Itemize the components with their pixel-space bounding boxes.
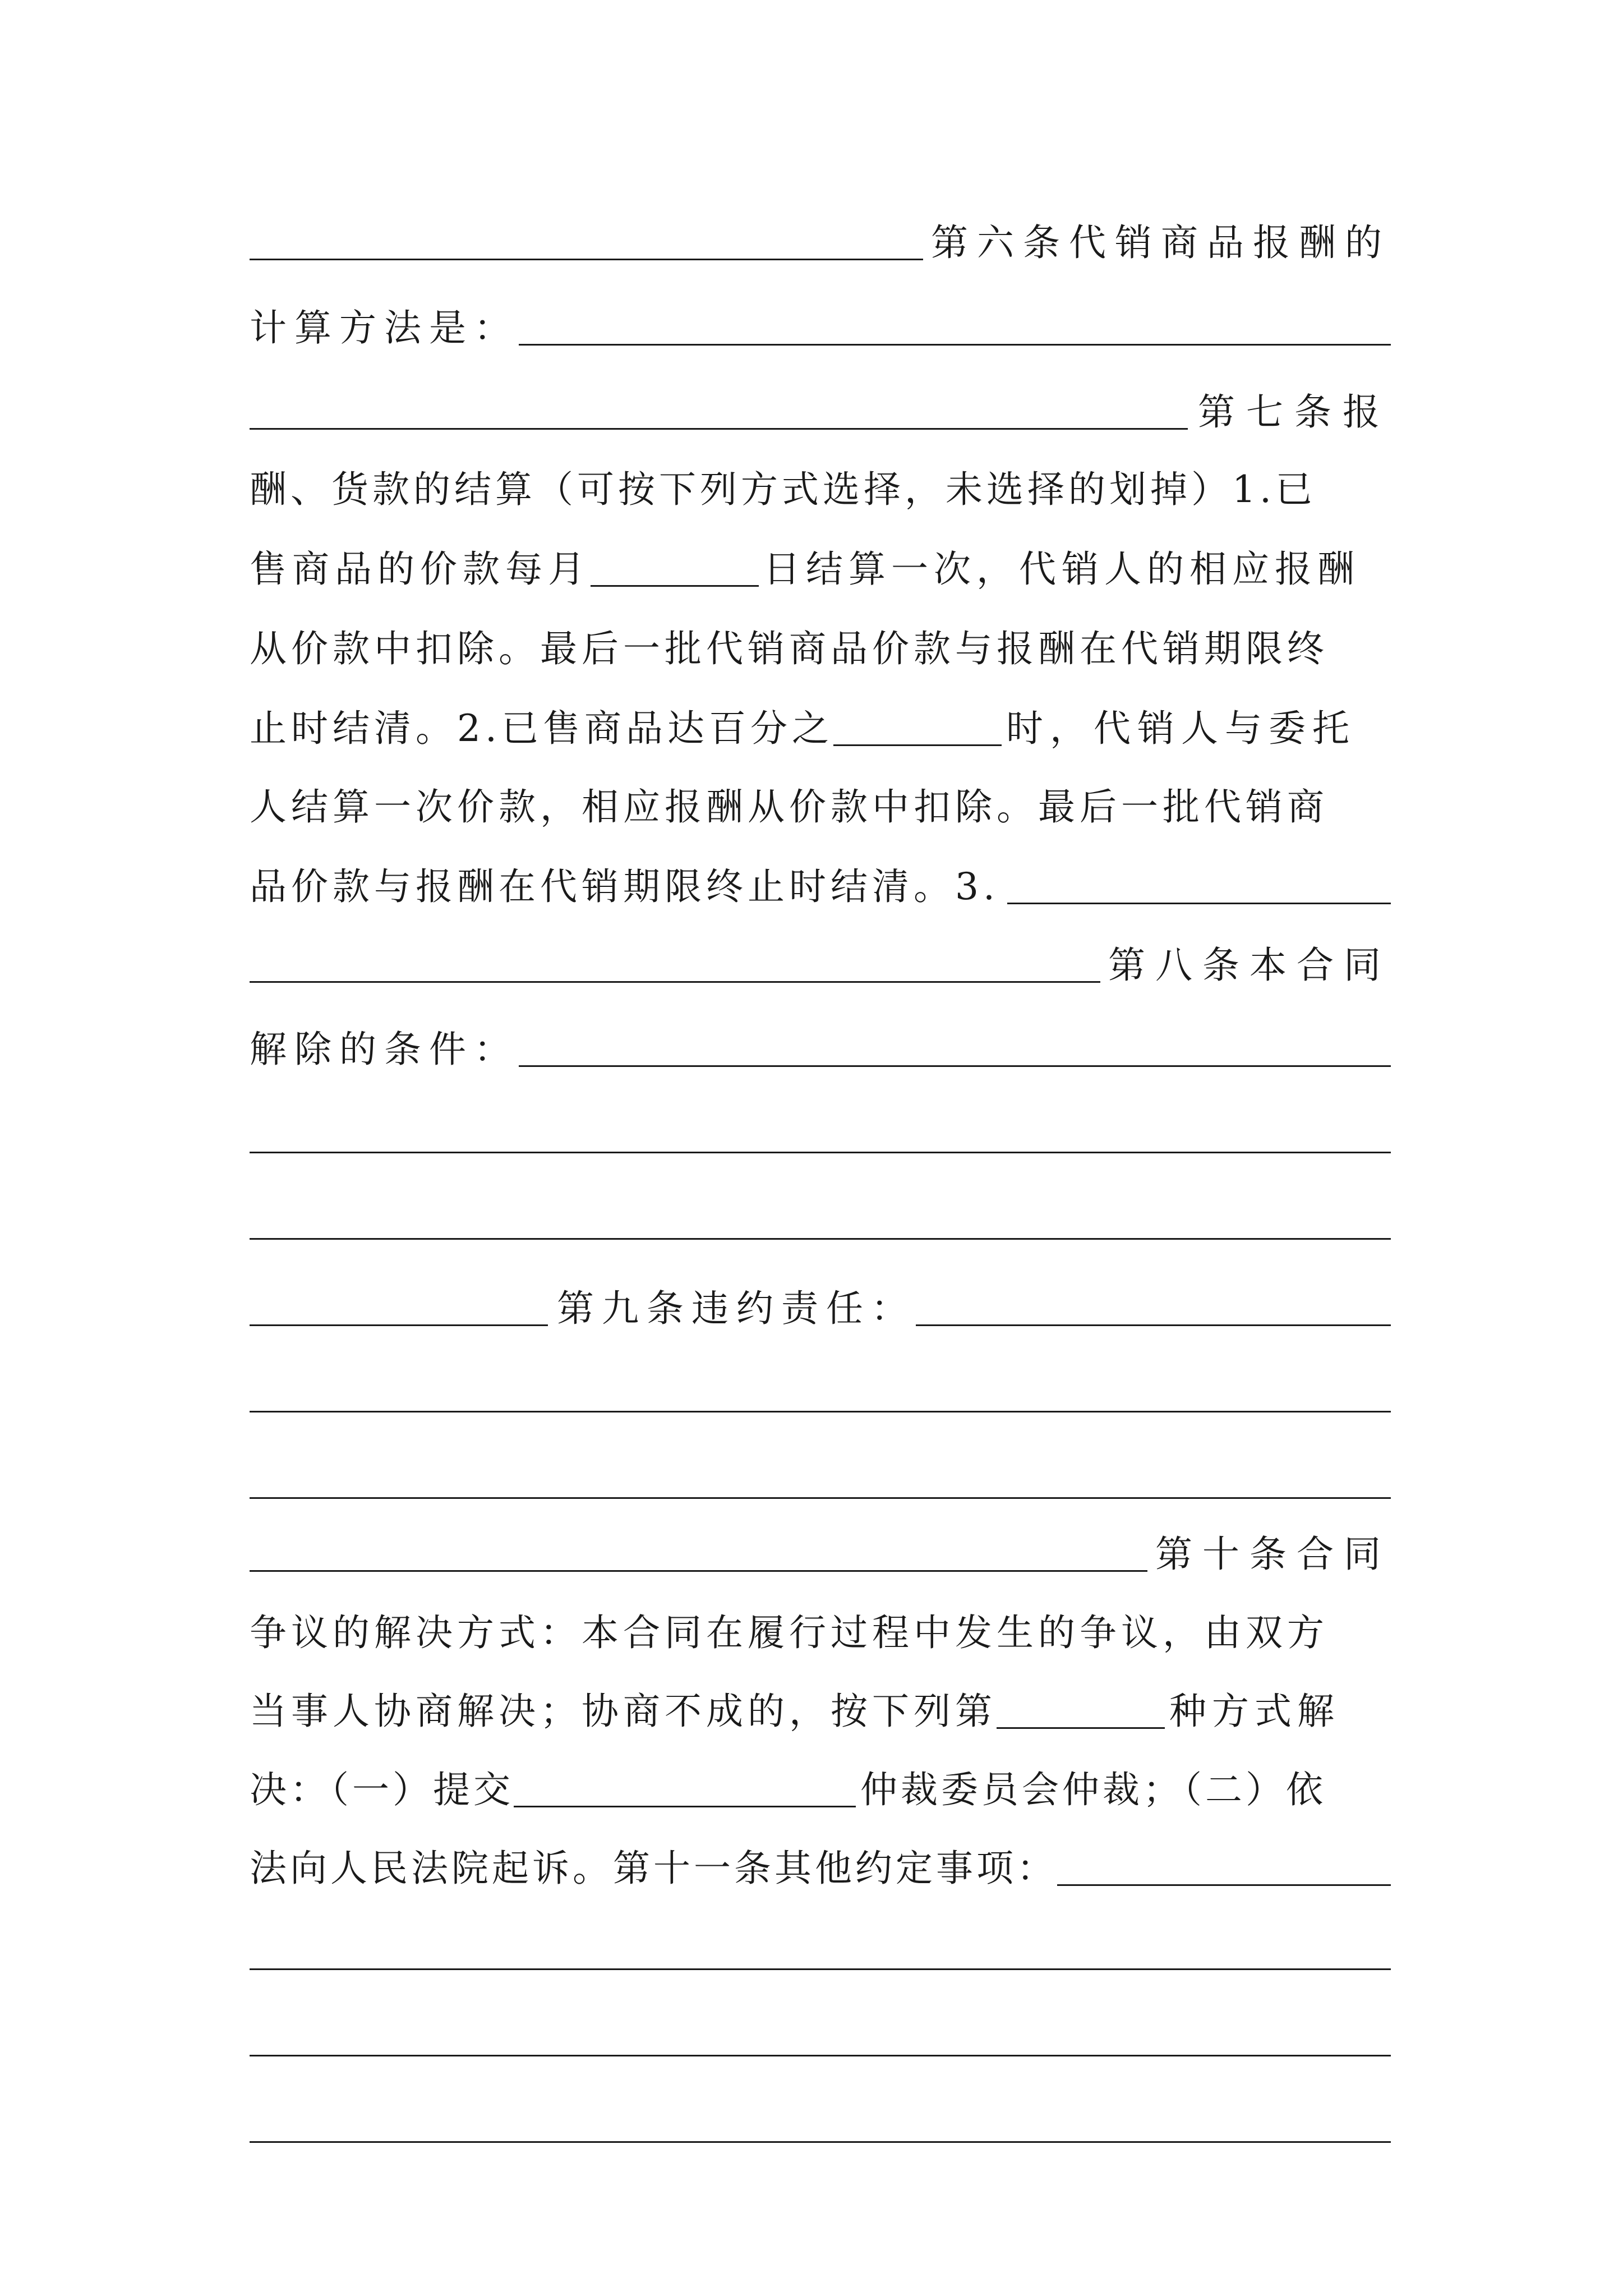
fill-in-blank[interactable] [250,1968,1391,1970]
line-17 [250,1509,1391,1576]
fill-in-blank[interactable] [519,344,1391,346]
clause-7-heading: 第七条报 [1198,390,1391,434]
clause-9-heading: 第九条违约责任： [557,1287,916,1330]
line-22 [250,1907,1391,1975]
line-16 [250,1436,1391,1503]
line-5 [250,524,1391,591]
text-segment: 酬、货款的结算（可按下列方式选择，未选择的划掉）1.已 [250,468,1316,511]
text-segment: 种方式解 [1169,1690,1340,1733]
line-7 [250,683,1391,751]
clause-10-heading: 第十条合同 [1155,1533,1391,1576]
fill-in-blank[interactable] [250,2055,1391,2056]
clause-8-heading: 第八条本合同 [1108,944,1391,987]
fill-in-blank[interactable] [1057,1884,1391,1886]
text-segment: 仲裁委员会仲裁；（二）依 [860,1768,1326,1811]
text-segment: 争议的解决方式：本合同在履行过程中发生的争议，由双方 [250,1611,1329,1654]
line-11 [250,1004,1391,1071]
line-23 [250,1994,1391,2061]
text-segment: 计算方法是： [250,306,519,349]
fill-in-blank[interactable] [250,259,923,260]
fill-in-blank[interactable] [250,1411,1391,1412]
line-10 [250,920,1391,987]
fill-in-blank[interactable] [250,1152,1391,1153]
line-21 [250,1823,1391,1890]
fill-in-blank[interactable] [250,981,1100,983]
fill-in-blank[interactable] [514,1806,856,1807]
fill-in-blank[interactable] [1007,903,1391,904]
line-13 [250,1177,1391,1244]
line-24 [250,2080,1391,2147]
line-2 [250,283,1391,350]
fill-in-blank[interactable] [250,1238,1391,1240]
fill-in-blank[interactable] [250,1570,1147,1572]
line-3 [250,367,1391,434]
line-8 [250,762,1391,829]
text-segment: 决：（一）提交 [250,1768,514,1811]
text-segment: 时，代销人与委托 [1006,707,1356,750]
line-6 [250,604,1391,671]
clause-6-heading: 第六条代销商品报酬的 [931,221,1391,264]
line-20 [250,1745,1391,1812]
line-14 [250,1263,1391,1331]
fill-in-blank[interactable] [250,2141,1391,2143]
text-segment: 品价款与报酬在代销期限终止时结清。3. [250,865,999,908]
fill-in-blank[interactable] [591,585,759,587]
line-4 [250,444,1391,512]
text-segment: 售商品的价款每月 [250,547,591,591]
text-segment: 解除的条件： [250,1028,519,1071]
fill-in-blank[interactable] [519,1065,1391,1067]
text-segment: 人结算一次价款，相应报酬从价款中扣除。最后一批代销商 [250,785,1329,829]
fill-in-blank[interactable] [997,1727,1165,1729]
line-19 [250,1666,1391,1733]
fill-in-blank[interactable] [250,428,1188,430]
text-segment: 法向人民法院起诉。第十一条其他约定事项： [250,1847,1057,1890]
fill-in-blank[interactable] [833,744,1002,746]
line-12 [250,1091,1391,1158]
fill-in-blank[interactable] [250,1497,1391,1499]
line-18 [250,1588,1391,1655]
text-segment: 止时结清。2.已售商品达百分之 [250,707,833,750]
text-segment: 当事人协商解决；协商不成的，按下列第 [250,1690,997,1733]
fill-in-blank[interactable] [250,1324,548,1326]
line-9 [250,841,1391,909]
text-segment: 从价款中扣除。最后一批代销商品价款与报酬在代销期限终 [250,627,1329,670]
text-segment: 日结算一次，代销人的相应报酬 [763,547,1360,591]
line-1 [250,197,1391,265]
line-15 [250,1350,1391,1417]
fill-in-blank[interactable] [916,1324,1391,1326]
